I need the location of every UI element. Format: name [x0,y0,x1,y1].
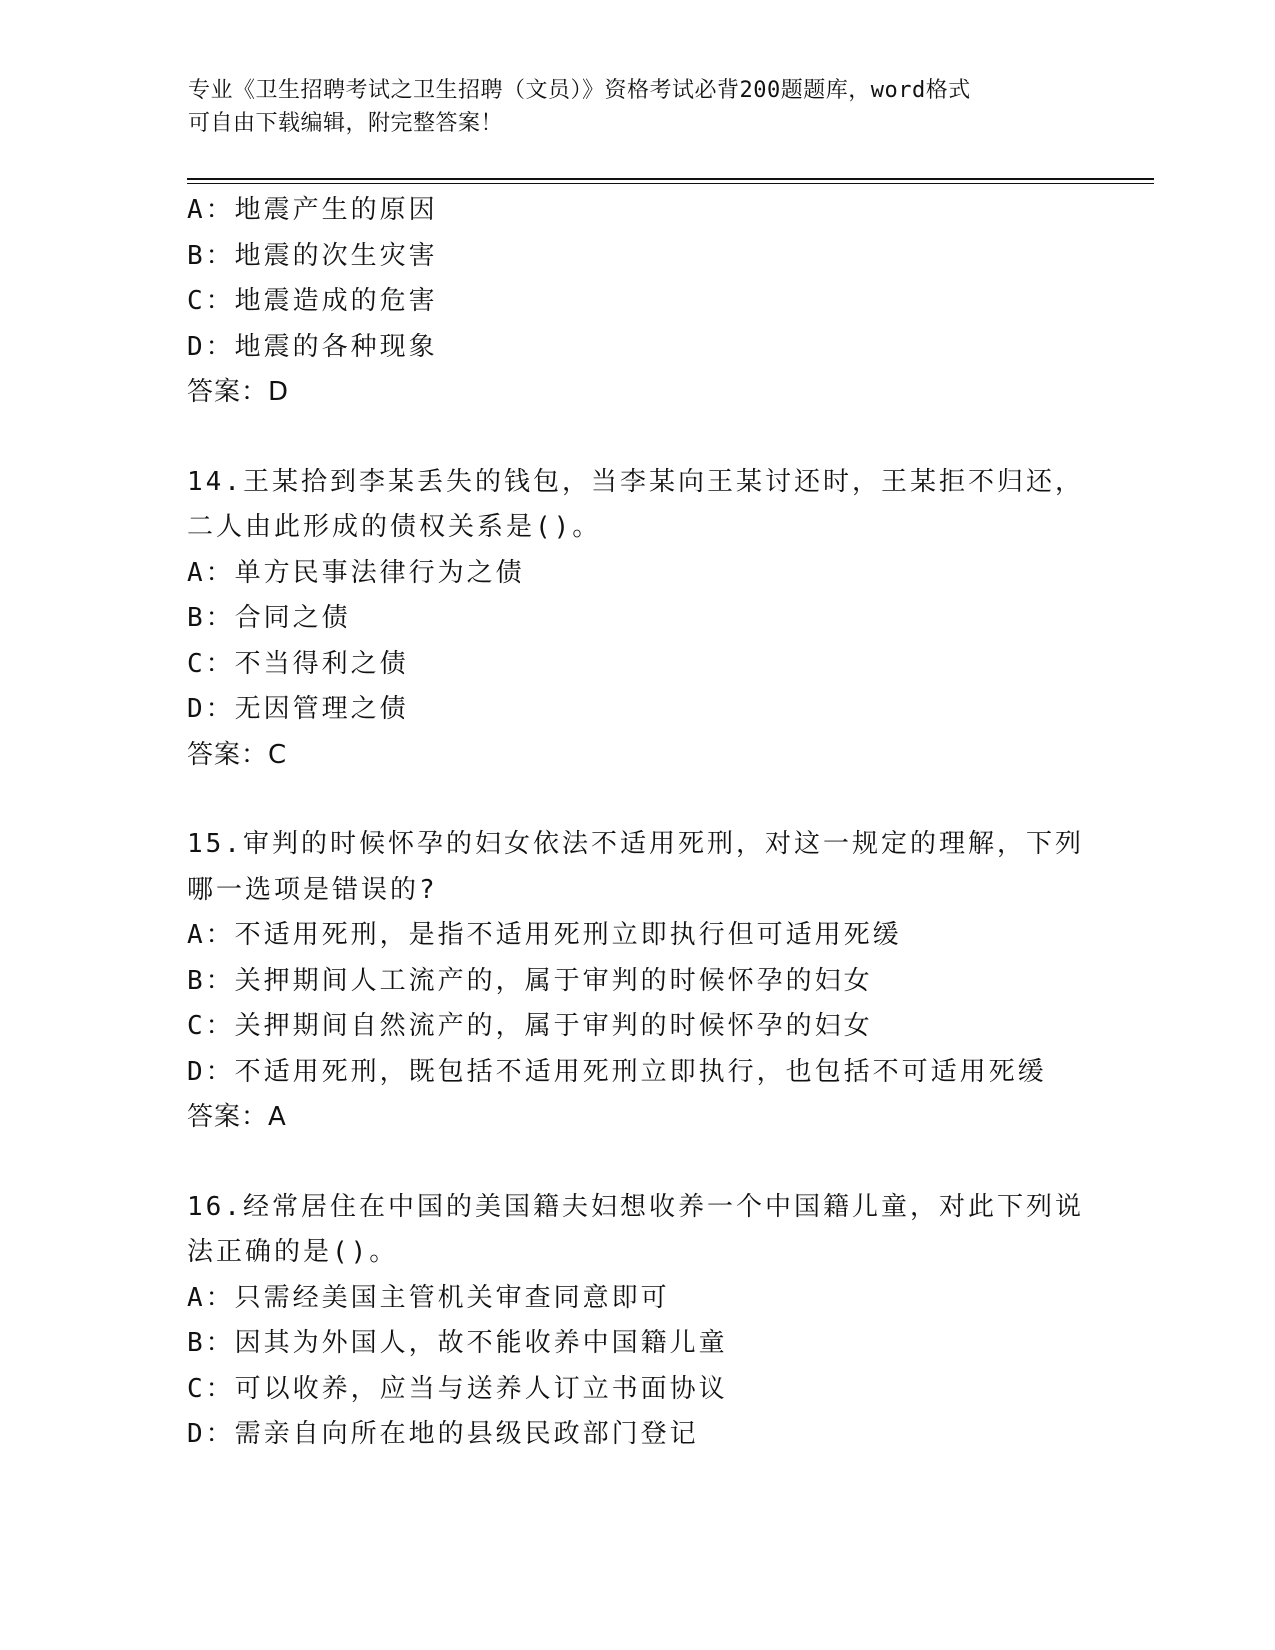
answer-line: 答案：C [187,739,288,770]
option-b: B：关押期间人工流产的，属于审判的时候怀孕的妇女 [187,965,873,996]
option-a: A：不适用死刑，是指不适用死刑立即执行但可适用死缓 [187,920,902,950]
answer-line: 答案：A [187,1102,287,1132]
option-c: C：不当得利之债 [187,648,409,679]
option-d: D：无因管理之债 [187,694,409,724]
question-16 [187,1185,1147,1458]
option-b: B：地震的次生灾害 [187,240,438,271]
question-stem-line-2: 二人由此形成的债权关系是()。 [187,512,602,542]
header-line-2: 可自由下载编辑，附完整答案！ [188,111,504,136]
question-13 [187,188,1147,416]
header-rule-thin [187,183,1154,184]
option-c: C：可以收养，应当与送养人订立书面协议 [187,1373,728,1404]
document-header [188,74,1088,140]
option-d: D：地震的各种现象 [187,331,438,362]
question-stem-line-2: 法正确的是()。 [187,1237,399,1267]
question-content [187,188,1147,1458]
option-a: A：单方民事法律行为之债 [187,557,525,588]
option-d: D：需亲自向所在地的县级民政部门登记 [187,1419,699,1449]
option-a: A：地震产生的原因 [187,195,438,225]
question-15 [187,822,1147,1141]
question-stem-line-1: 16.经常居住在中国的美国籍夫妇想收养一个中国籍儿童，对此下列说 [187,1191,1084,1222]
question-stem-line-1: 15.审判的时候怀孕的妇女依法不适用死刑，对这一规定的理解，下列 [187,829,1084,859]
header-line-1: 专业《卫生招聘考试之卫生招聘（文员）》资格考试必背200题题库，word格式 [188,78,971,103]
question-stem-line-1: 14.王某拾到李某丢失的钱包，当李某向王某讨还时，王某拒不归还， [187,466,1084,497]
option-b: B：因其为外国人，故不能收养中国籍儿童 [187,1328,728,1358]
question-14 [187,460,1147,779]
option-c: C：地震造成的危害 [187,286,438,316]
option-a: A：只需经美国主管机关审查同意即可 [187,1282,670,1313]
option-b: B：合同之债 [187,603,351,633]
question-stem-line-2: 哪一选项是错误的? [187,874,438,905]
option-d: D：不适用死刑，既包括不适用死刑立即执行，也包括不可适用死缓 [187,1056,1047,1087]
answer-line: 答案：D [187,377,290,407]
option-c: C：关押期间自然流产的，属于审判的时候怀孕的妇女 [187,1011,873,1041]
header-rule-thick [187,178,1154,180]
